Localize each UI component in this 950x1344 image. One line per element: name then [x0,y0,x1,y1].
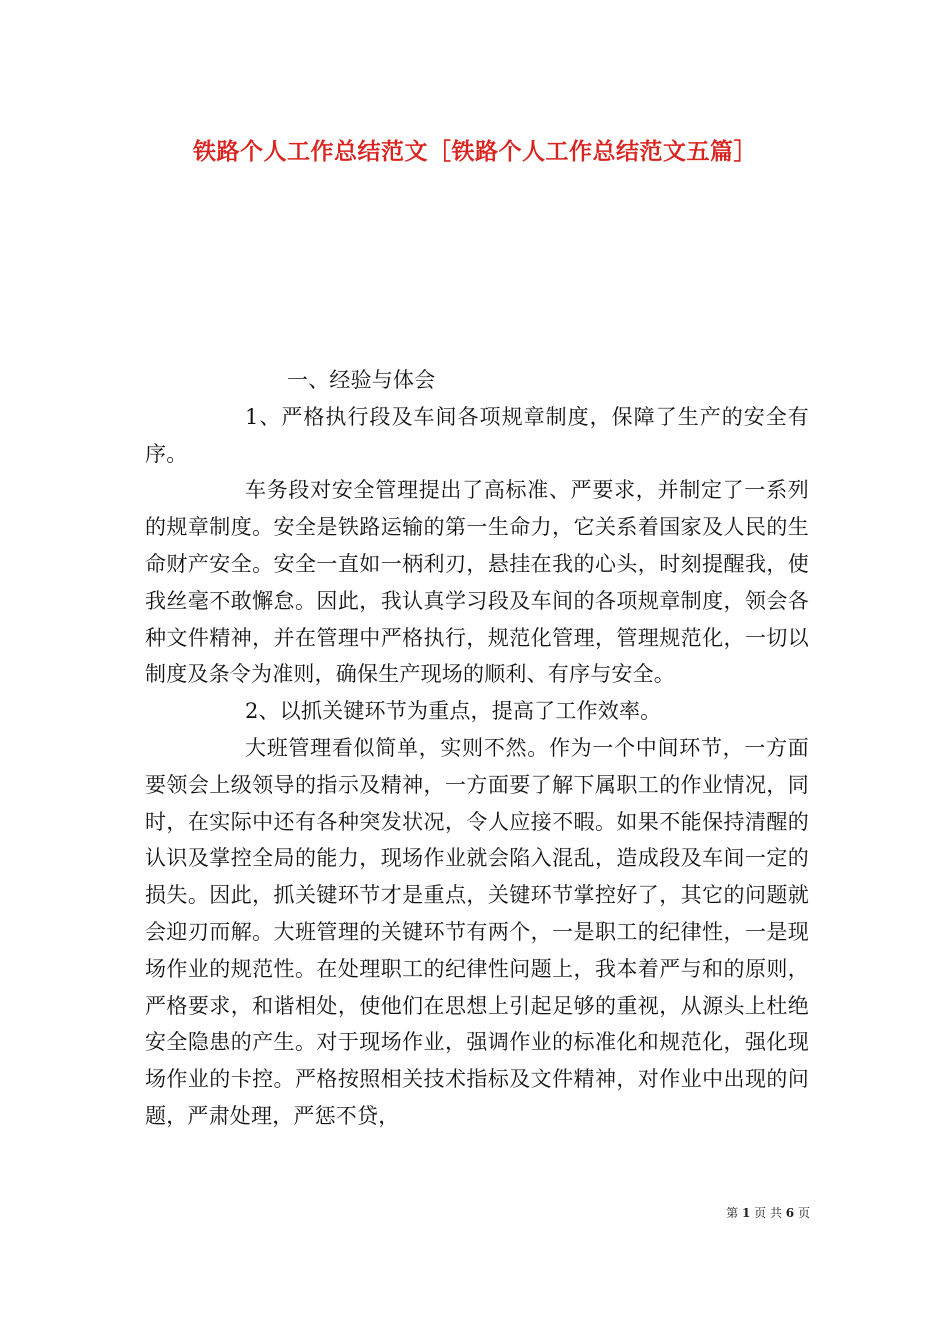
footer-suffix: 页 [797,1206,810,1220]
footer-page-number: 1 [741,1206,751,1220]
paragraph-2: 大班管理看似简单，实则不然。作为一个中间环节，一方面要领会上级领导的指示及精神，一方面要了解下属职工的作业情况，同时，在实际中还有各种突发状况，令人应接不暇。如果不能保持清醒的认识及掌控全局的能力，现场作业就会陷入混乱，造成段及车间一定的损失。因此，抓关键环节才是重点，关键环节掌控好了，其它的问题就会迎刃而解。大班管理的关键环节有两个，一是职工的纪律性，一是现场作业的规范性。在处理职工的纪律性问题上，我本着严与和的原则，严格要求，和谐相处，使他们在思想上引起足够的重视，从源头上杜绝安全隐患的产生。对于现场作业，强调作业的标准化和规范化，强化现场作业的卡控。严格按照相关技术指标及文件精神，对作业中出现的问题，严肃处理，严惩不贷， [145,735,809,1128]
footer-prefix: 第 [726,1206,739,1220]
subheading-2: 2、以抓关键环节为重点，提高了工作效率。 [245,699,662,724]
subheading-1: 1、严格执行段及车间各项规章制度，保障了生产的安全有序。 [145,404,809,466]
footer-total-pages: 6 [785,1206,795,1220]
document-body [145,362,809,1135]
paragraph-1: 车务段对安全管理提出了高标准、严要求，并制定了一系列的规章制度。安全是铁路运输的第一生命力，它关系着国家及人民的生命财产安全。安全一直如一柄利刃，悬挂在我的心头，时刻提醒我，使我丝毫不敢懈怠。因此，我认真学习段及车间的各项规章制度，领会各种文件精神，并在管理中严格执行，规范化管理，管理规范化，一切以制度及条令为准则，确保生产现场的顺利、有序与安全。 [145,478,809,687]
document-title: 铁路个人工作总结范文［铁路个人工作总结范文五篇］ [193,138,757,165]
section-heading: 一、经验与体会 [287,368,436,392]
page-footer [0,1204,810,1221]
footer-middle: 页 共 [754,1206,782,1220]
